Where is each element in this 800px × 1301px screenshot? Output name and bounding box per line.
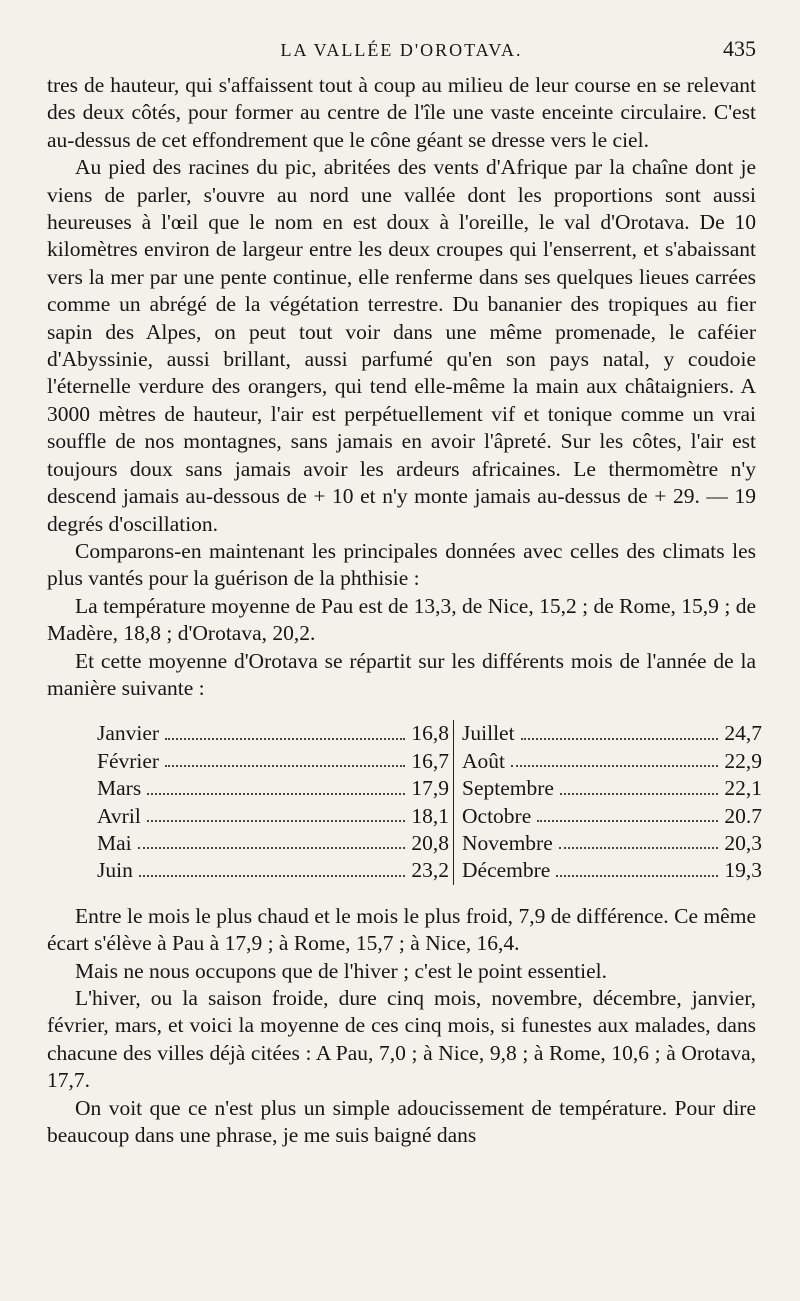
month-label: Octobre [462,803,532,828]
month-value: 16,7 [411,748,449,773]
month-value: 20.7 [724,803,762,828]
table-row [97,775,449,802]
monthly-temperature-table [97,720,762,884]
table-row [462,775,762,802]
body-text-bottom [47,903,756,1150]
paragraph: Mais ne nous occupons que de l'hiver ; c'est le point essentiel. [75,958,607,983]
table-column-right [454,720,762,884]
month-label: Janvier [97,721,160,746]
month-label: Novembre [462,830,553,855]
month-value: 22,1 [724,776,762,801]
month-value: 18,1 [411,803,449,828]
page-number: 435 [723,36,756,61]
month-label: Décembre [462,858,551,883]
month-value: 19,3 [724,858,762,883]
month-value: 23,2 [411,858,449,883]
paragraph: On voit que ce n'est plus un simple adoucissement de température. Pour dire beaucoup dans une phrase, je me suis baigné dans [47,1095,756,1148]
running-title: LA VALLÉE D'OROTAVA. [280,40,523,60]
table-row [462,857,762,884]
month-label: Février [97,748,160,773]
month-value: 24,7 [724,721,762,746]
table-row [462,803,762,830]
paragraph: Au pied des racines du pic, abritées des vents d'Afrique par la chaîne dont je viens de parler, s'ouvre au nord une vallée dont les proportions sont aussi heureuses à l'œil que le nom en est doux à l'oreille, le val d'Orotava. De 10 kilomètres environ de largeur entre les deux croupes qui l'enserrent, et s'abaissant vers la mer par une pente continue, elle renferme dans ses quelques lieues carrées comme un abrégé de la végétation terrestre. Du bananier des tropiques au fier sapin des Alpes, on peut tout voir dans une même promenade, le caféier d'Abyssinie, aussi brillant, aussi parfumé qu'en son pays natal, y coudoie l'éternelle verdure des orangers, qui tend elle-même la main aux châtaigniers. A 3000 mètres de hauteur, l'air est perpétuellement vif et tonique comme un vrai souffle de nos montagnes, sans jamais en avoir l'âpreté. Sur les côtes, l'air est toujours doux sans jamais avoir les ardeurs africaines. Le thermomètre n'y descend jamais au-dessous de + 10 et n'y monte jamais au-dessus de + 29. — 19 degrés d'oscillation. [47,155,756,536]
month-value: 20,8 [411,830,449,855]
paragraph: La température moyenne de Pau est de 13,3, de Nice, 15,2 ; de Rome, 15,9 ; de Madère, 18,8 ; d'Orotava, 20,2. [47,593,756,646]
body-text-top [47,72,756,702]
table-column-left [97,720,454,884]
month-value: 16,8 [411,721,449,746]
month-value: 22,9 [724,748,762,773]
month-label: Mai [97,830,132,855]
running-head [47,30,756,72]
month-value: 20,3 [724,830,762,855]
month-label: Juillet [462,721,515,746]
table-row [97,830,449,857]
month-label: Avril [97,803,141,828]
paragraph: tres de hauteur, qui s'affaissent tout à coup au milieu de leur course en se relevant des deux côtés, pour former au centre de l'île une vaste enceinte circulaire. C'est au-dessus de cet effondrement que le cône géant se dresse vers le ciel. [47,73,756,152]
table-row [97,720,449,747]
month-value: 17,9 [411,776,449,801]
month-label: Septembre [462,776,554,801]
paragraph: Entre le mois le plus chaud et le mois le plus froid, 7,9 de différence. Ce même écart s'élève à Pau à 17,9 ; à Rome, 15,7 ; à Nice, 16,4. [47,903,756,956]
month-label: Mars [97,776,142,801]
month-label: Août [462,748,505,773]
month-label: Juin [97,858,133,883]
table-row [462,720,762,747]
paragraph: Et cette moyenne d'Orotava se répartit sur les différents mois de l'année de la manière suivante : [47,648,756,700]
paragraph: Comparons-en maintenant les principales données avec celles des climats les plus vantés pour la guérison de la phthisie : [47,538,756,591]
table-row [462,748,762,775]
table-row [97,857,449,884]
paragraph: L'hiver, ou la saison froide, dure cinq mois, novembre, décembre, janvier, février, mars, et voici la moyenne de ces cinq mois, si funestes aux malades, dans chacune des villes déjà citées : A Pau, 7,0 ; à Nice, 9,8 ; à Rome, 10,6 ; à Orotava, 17,7. [47,986,756,1093]
table-row [97,748,449,775]
table-row [97,803,449,830]
table-row [462,830,762,857]
